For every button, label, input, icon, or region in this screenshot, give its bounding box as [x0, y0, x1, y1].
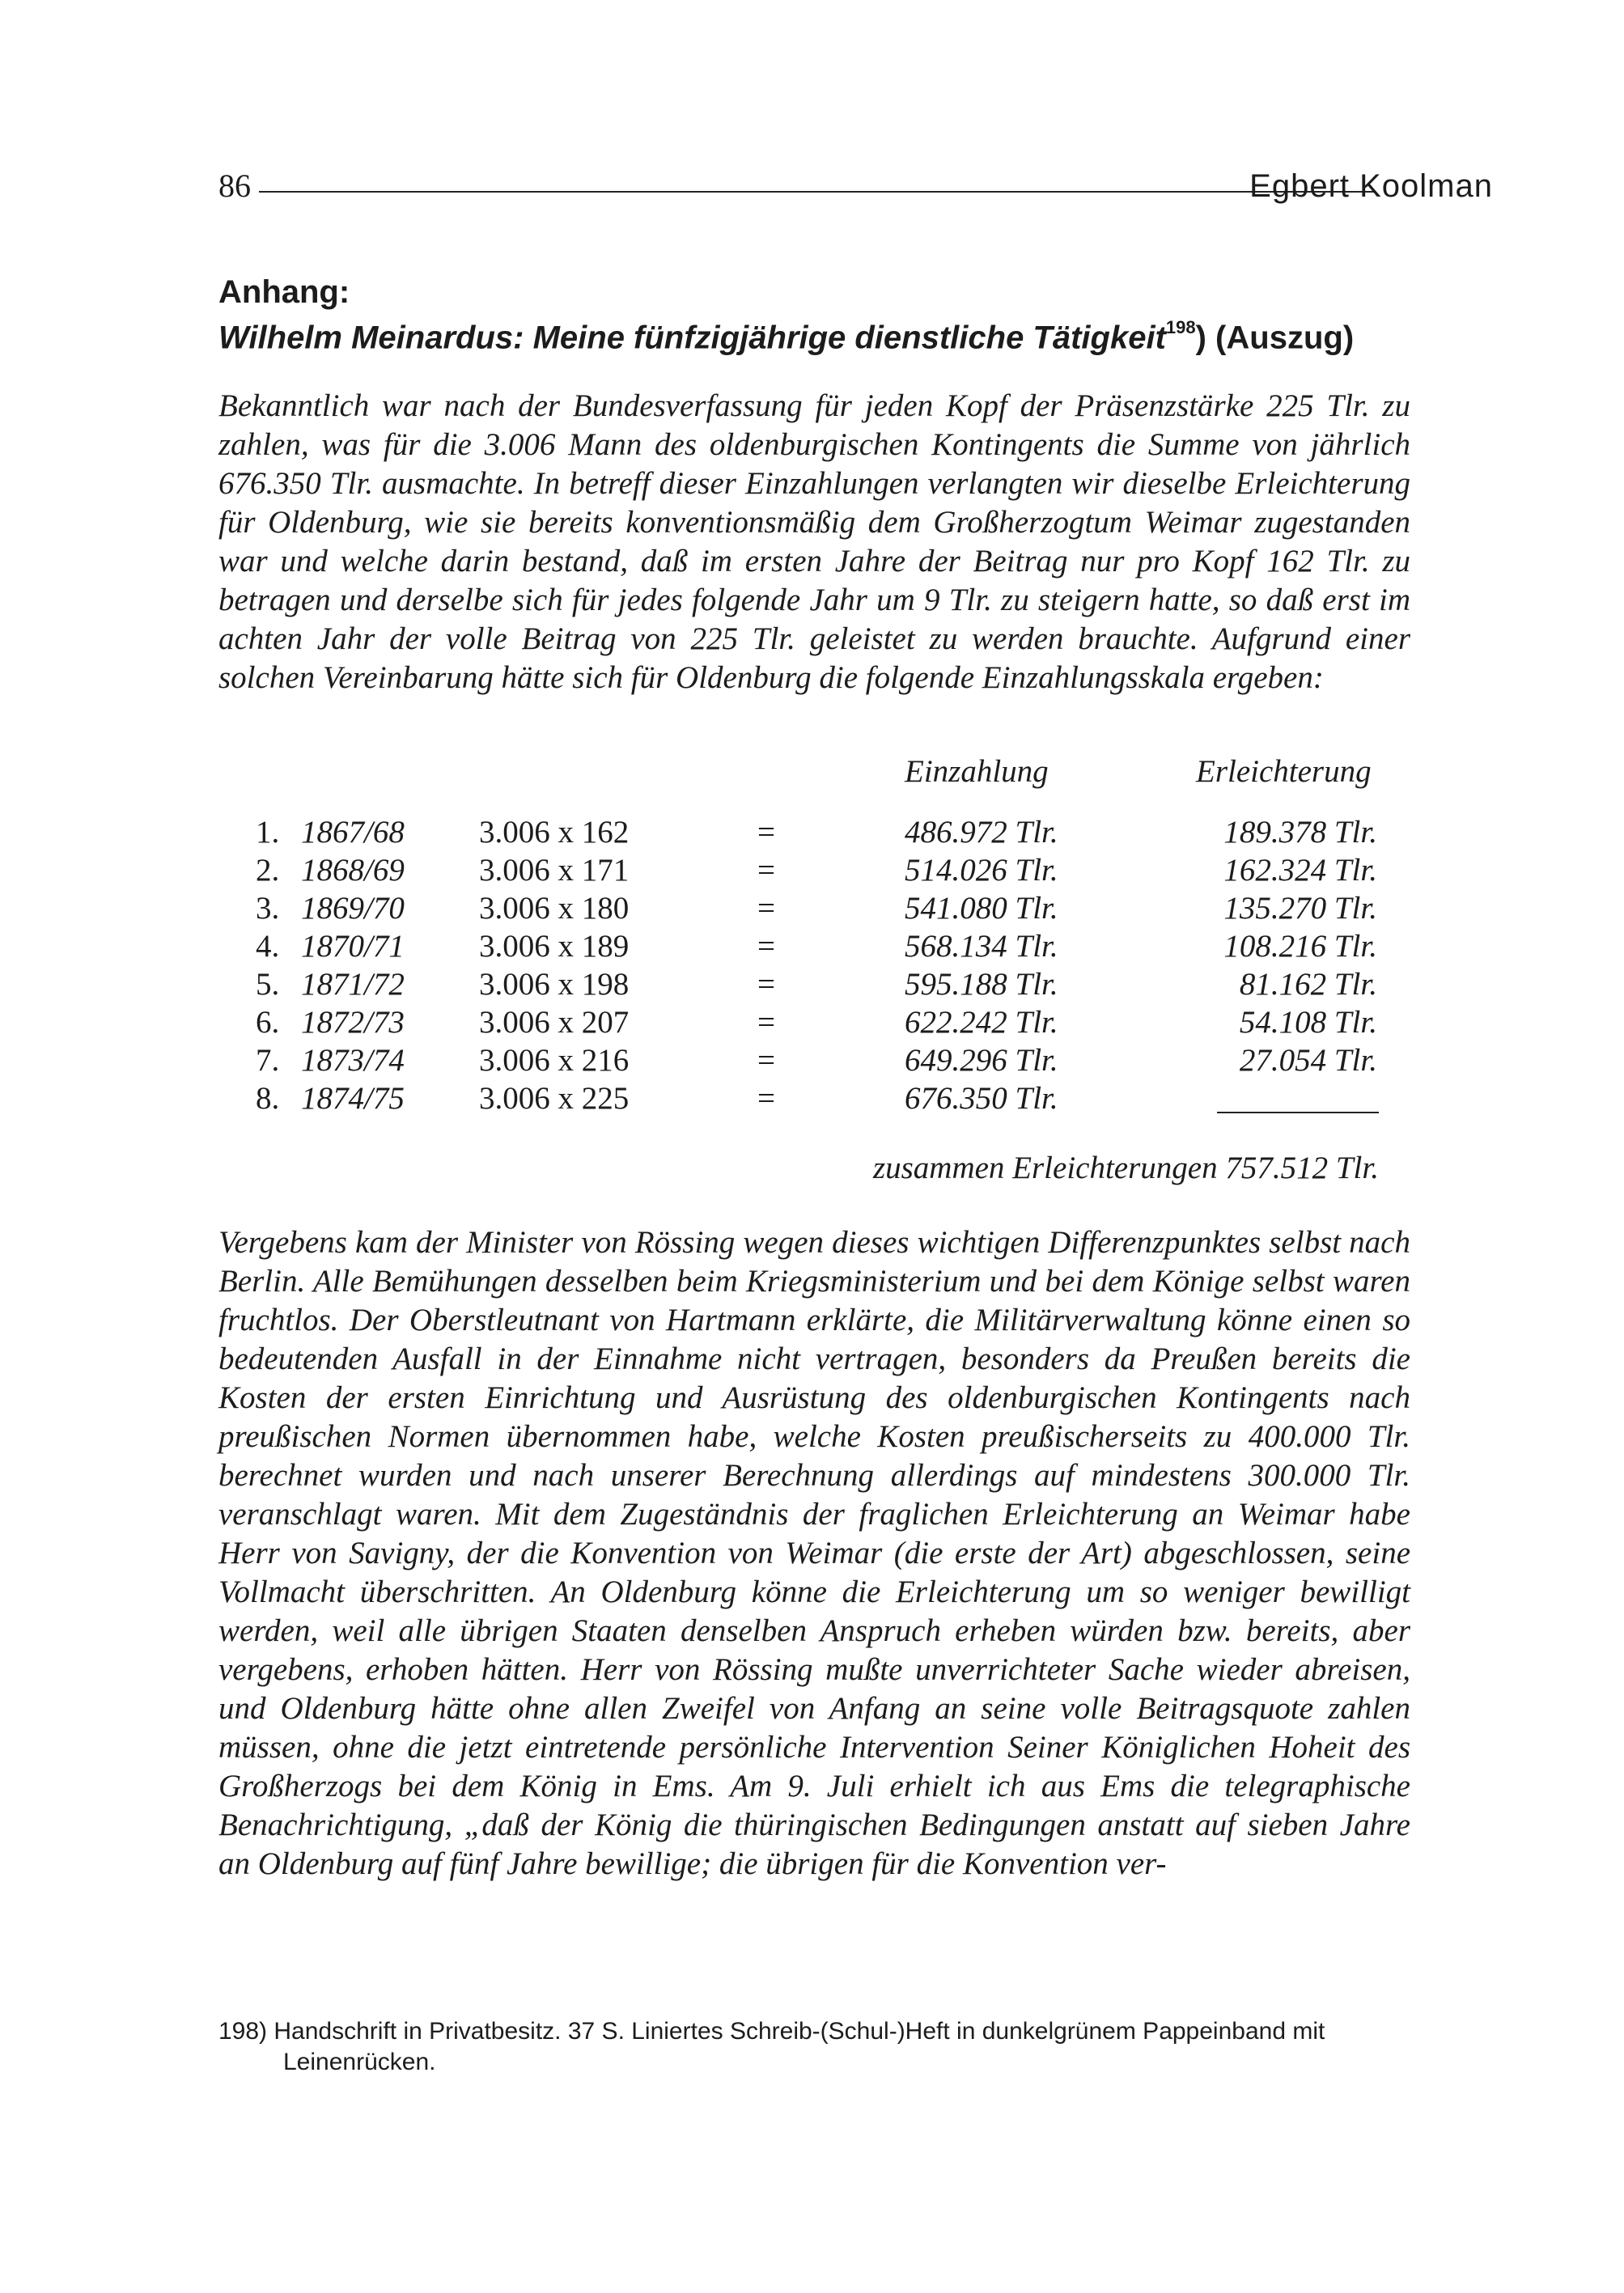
row-index: 8. — [256, 1081, 280, 1116]
row-einzahlung: 622.242 Tlr. — [905, 1005, 1058, 1040]
row-einzahlung: 595.188 Tlr. — [905, 967, 1058, 1002]
row-equals: = — [757, 1081, 775, 1116]
intro-paragraph: Bekanntlich war nach der Bundesverfassung für jeden Kopf der Präsenzstärke 225 Tlr. zu zahlen, was für die 3.006 Mann des oldenburgischen Kontingents die Summe von jährlich 676.350 Tlr. ausmachte. In betreff dieser Einzahlungen verlangten wir dieselbe Erleichterung für Oldenburg, wie sie bereits konventionsmäßig dem Großherzogtum Weimar zugestanden war und welche darin bestand, daß im ersten Jahre der Beitrag nur pro Kopf 162 Tlr. zu betragen und derselbe sich für jedes folgende Jahr um 9 Tlr. zu steigern hatte, so daß erst im achten Jahr der volle Beitrag von 225 Tlr. geleistet zu werden brauchte. Aufgrund einer solchen Vereinbarung hätte sich für Oldenburg die folgende Einzahlungsskala ergeben: — [218, 388, 1410, 695]
row-equals: = — [757, 853, 775, 888]
row-calculation: 3.006 x 216 — [479, 1043, 630, 1078]
table-row — [0, 1041, 1624, 1080]
row-year: 1867/68 — [301, 815, 405, 850]
row-calculation: 3.006 x 162 — [479, 815, 630, 850]
row-year: 1873/74 — [301, 1043, 405, 1078]
row-equals: = — [757, 1043, 775, 1078]
row-erleichterung: 81.162 Tlr. — [1239, 967, 1377, 1002]
row-equals: = — [757, 929, 775, 964]
header-rule — [259, 191, 1374, 193]
footnote-line: Leinenrücken. — [283, 2049, 436, 2075]
row-index: 7. — [256, 1043, 280, 1078]
row-index: 1. — [256, 815, 280, 850]
table-row — [0, 889, 1624, 928]
body-paragraph: Vergebens kam der Minister von Rössing wegen dieses wichtigen Differenzpunktes selbst nach Berlin. Alle Bemühungen desselben beim Kriegsministerium und bei dem Könige selbst waren fruchtlos. Der Oberstleutnant von Hartmann erklärte, die Militärverwaltung könne einen so bedeutenden Ausfall in der Einnahme nicht vertragen, besonders da Preußen bereits die Kosten der ersten Einrichtung und Ausrüstung des oldenburgischen Kontingents nach preußischen Normen übernommen habe, welche Kosten preußischerseits zu 400.000 Tlr. berechnet wurden und nach unserer Berechnung allerdings auf mindestens 300.000 Tlr. veranschlagt waren. Mit dem Zugeständnis der fraglichen Erleichterung an Weimar habe Herr von Savigny, der die Konvention von Weimar (die erste der Art) abgeschlossen, seine Vollmacht überschritten. An Oldenburg könne die Erleichterung um so weniger bewilligt werden, weil alle übrigen Staaten denselben Anspruch erheben würden bzw. bereits, aber vergebens, erhoben hätten. Herr von Rössing mußte unverrichteter Sache wieder abreisen, und Oldenburg hätte ohne allen Zweifel von Anfang an seine volle Beitragsquote zahlen müssen, ohne die jetzt eintretende persönliche Intervention Seiner Königlichen Hoheit des Großherzogs bei dem König in Ems. Am 9. Juli erhielt ich aus Ems die telegraphische Benachrichtigung, „daß der König die thüringischen Bedingungen anstatt auf sieben Jahre an Oldenburg auf fünf Jahre bewillige; die übrigen für die Konvention ver- — [218, 1225, 1410, 1881]
row-einzahlung: 649.296 Tlr. — [905, 1043, 1058, 1078]
footnote-198 — [218, 2016, 1408, 2078]
row-erleichterung: 162.324 Tlr. — [1223, 853, 1377, 888]
row-index: 2. — [256, 853, 280, 888]
table-row — [0, 927, 1624, 966]
appendix-label: Anhang: — [218, 274, 350, 310]
row-equals: = — [757, 815, 775, 850]
row-calculation: 3.006 x 189 — [479, 929, 630, 964]
column-header-erleichterung: Erleichterung — [1196, 754, 1372, 789]
appendix-title — [218, 311, 1354, 358]
row-calculation: 3.006 x 180 — [479, 891, 630, 926]
row-calculation: 3.006 x 171 — [479, 853, 630, 888]
row-index: 6. — [256, 1005, 280, 1040]
row-equals: = — [757, 967, 775, 1002]
table-row — [0, 813, 1624, 852]
row-index: 5. — [256, 967, 280, 1002]
table-row — [0, 965, 1624, 1004]
row-year: 1869/70 — [301, 891, 405, 926]
row-calculation: 3.006 x 225 — [479, 1081, 630, 1116]
page-number: 86 — [218, 167, 251, 204]
row-calculation: 3.006 x 207 — [479, 1005, 630, 1040]
row-einzahlung: 676.350 Tlr. — [905, 1081, 1058, 1116]
running-author: Egbert Koolman — [1249, 168, 1493, 204]
row-index: 3. — [256, 891, 280, 926]
row-einzahlung: 486.972 Tlr. — [905, 815, 1058, 850]
row-equals: = — [757, 891, 775, 926]
sum-rule — [1217, 1112, 1379, 1113]
footnote-reference[interactable]: 198 — [1165, 317, 1196, 337]
relief-total: zusammen Erleichterungen 757.512 Tlr. — [872, 1151, 1379, 1185]
row-year: 1868/69 — [301, 853, 405, 888]
row-calculation: 3.006 x 198 — [479, 967, 630, 1002]
row-erleichterung: 108.216 Tlr. — [1223, 929, 1377, 964]
row-einzahlung: 514.026 Tlr. — [905, 853, 1058, 888]
appendix-title-text: Wilhelm Meinardus: Meine fünfzigjährige dienstliche Tätigkeit — [218, 320, 1166, 356]
row-index: 4. — [256, 929, 280, 964]
row-erleichterung: 189.378 Tlr. — [1223, 815, 1377, 850]
table-row — [0, 851, 1624, 890]
row-erleichterung: 54.108 Tlr. — [1239, 1005, 1377, 1040]
table-row — [0, 1003, 1624, 1042]
column-header-einzahlung: Einzahlung — [905, 754, 1049, 789]
row-year: 1871/72 — [301, 967, 405, 1002]
row-year: 1872/73 — [301, 1005, 405, 1040]
row-einzahlung: 568.134 Tlr. — [905, 929, 1058, 964]
appendix-title-suffix: ) (Auszug) — [1195, 320, 1355, 356]
row-year: 1870/71 — [301, 929, 405, 964]
table-row — [0, 1079, 1624, 1118]
running-header — [218, 166, 1493, 214]
footnote-line: 198) Handschrift in Privatbesitz. 37 S. Liniertes Schreib-(Schul-)Heft in dunkelgrünem Pappeinband mit — [218, 2018, 1325, 2045]
row-einzahlung: 541.080 Tlr. — [905, 891, 1058, 926]
row-erleichterung: 135.270 Tlr. — [1223, 891, 1377, 926]
row-erleichterung: 27.054 Tlr. — [1239, 1043, 1377, 1078]
row-equals: = — [757, 1005, 775, 1040]
row-year: 1874/75 — [301, 1081, 405, 1116]
